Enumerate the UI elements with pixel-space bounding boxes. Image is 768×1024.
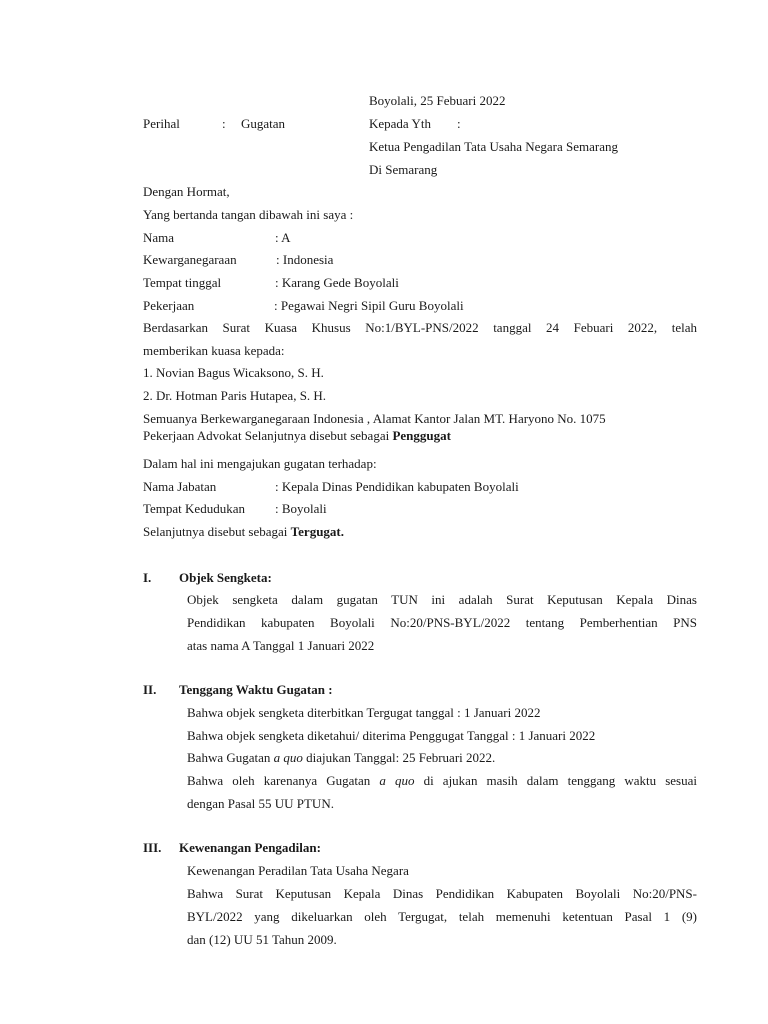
greeting: Dengan Hormat, (143, 184, 230, 199)
section2-line3-italic: a quo (273, 750, 303, 765)
jabatan-value: : Kepala Dinas Pendidikan kabupaten Boyolali (275, 479, 519, 494)
recipient-line2: Di Semarang (369, 162, 438, 177)
section3-line3: BYL/2022 yang dikeluarkan oleh Tergugat, telah memenuhi ketentuan Pasal 1 (9) (187, 909, 697, 924)
section1-line3: atas nama A Tanggal 1 Januari 2022 (187, 638, 375, 653)
section2-line3-a: Bahwa Gugatan (187, 750, 274, 765)
role-tergugat: Tergugat. (290, 524, 344, 539)
nama-label: Nama (143, 230, 175, 245)
role-penggugat: Penggugat (392, 428, 451, 443)
pekerjaan-value: : Pegawai Negri Sipil Guru Boyolali (274, 298, 464, 313)
place-date: Boyolali, 25 Febuari 2022 (369, 93, 506, 108)
kepada-label: Kepada Yth (369, 116, 431, 131)
tergugat-line (143, 524, 344, 540)
defendant-intro: Dalam hal ini mengajukan gugatan terhadap: (143, 456, 377, 471)
kuasa-line2: memberikan kuasa kepada: (143, 343, 285, 358)
section3-line1: Kewenangan Peradilan Tata Usaha Negara (187, 863, 409, 878)
kedudukan-label: Tempat Kedudukan (143, 501, 245, 516)
section3-title: Kewenangan Pengadilan: (179, 840, 321, 855)
kedudukan-value: : Boyolali (275, 501, 327, 516)
lawyer-1: 1. Novian Bagus Wicaksono, S. H. (143, 365, 324, 380)
section1-title: Objek Sengketa: (179, 570, 272, 585)
section2-line5: dengan Pasal 55 UU PTUN. (187, 796, 334, 811)
section2-line4 (187, 773, 697, 789)
role-line (143, 428, 451, 444)
kewarganegaraan-label: Kewarganegaraan (143, 252, 237, 267)
kewarganegaraan-value: : Indonesia (276, 252, 334, 267)
section3-line4: dan (12) UU 51 Tahun 2009. (187, 932, 337, 947)
section2-line2: Bahwa objek sengketa diketahui/ diterima Penggugat Tanggal : 1 Januari 2022 (187, 728, 596, 743)
section2-title: Tenggang Waktu Gugatan : (179, 682, 333, 697)
section2-line4-a: Bahwa oleh karenanya Gugatan (187, 773, 380, 788)
section2-line4-italic: a quo (379, 773, 415, 788)
section1-number: I. (143, 570, 152, 585)
nama-value: : A (275, 230, 291, 245)
section3-number: III. (143, 840, 162, 855)
perihal-value: Gugatan (241, 116, 286, 131)
lawyer-2: 2. Dr. Hotman Paris Hutapea, S. H. (143, 388, 327, 403)
recipient-line1: Ketua Pengadilan Tata Usaha Negara Semarang (369, 139, 618, 154)
section1-line2: Pendidikan kabupaten Boyolali No:20/PNS-BYL/2022 tentang Pemberhentian PNS (187, 615, 697, 630)
section2-line1: Bahwa objek sengketa diterbitkan Tergugat tanggal : 1 Januari 2022 (187, 705, 541, 720)
intro-text: Yang bertanda tangan dibawah ini saya : (143, 207, 354, 222)
section2-line4-b: di ajukan masih dalam tenggang waktu sesuai (414, 773, 697, 788)
kepada-colon: : (457, 116, 461, 131)
role-text: Pekerjaan Advokat Selanjutnya disebut sebagai (143, 428, 393, 443)
section3-line2: Bahwa Surat Keputusan Kepala Dinas Pendidikan Kabupaten Boyolali No:20/PNS- (187, 886, 697, 901)
section2-line3 (187, 750, 495, 766)
section2-line3-b: diajukan Tanggal: 25 Februari 2022. (302, 750, 496, 765)
tempat-label: Tempat tinggal (143, 275, 222, 290)
jabatan-label: Nama Jabatan (143, 479, 217, 494)
pekerjaan-label: Pekerjaan (143, 298, 195, 313)
perihal-colon: : (222, 116, 226, 131)
section2-number: II. (143, 682, 157, 697)
tempat-value: : Karang Gede Boyolali (275, 275, 399, 290)
perihal-label: Perihal (143, 116, 180, 131)
tergugat-text: Selanjutnya disebut sebagai (143, 524, 291, 539)
kuasa-line1: Berdasarkan Surat Kuasa Khusus No:1/BYL-PNS/2022 tanggal 24 Febuari 2022, telah (143, 320, 697, 335)
section1-line1: Objek sengketa dalam gugatan TUN ini adalah Surat Keputusan Kepala Dinas (187, 592, 697, 607)
address-line: Semuanya Berkewarganegaraan Indonesia , Alamat Kantor Jalan MT. Haryono No. 1075 (143, 411, 606, 426)
